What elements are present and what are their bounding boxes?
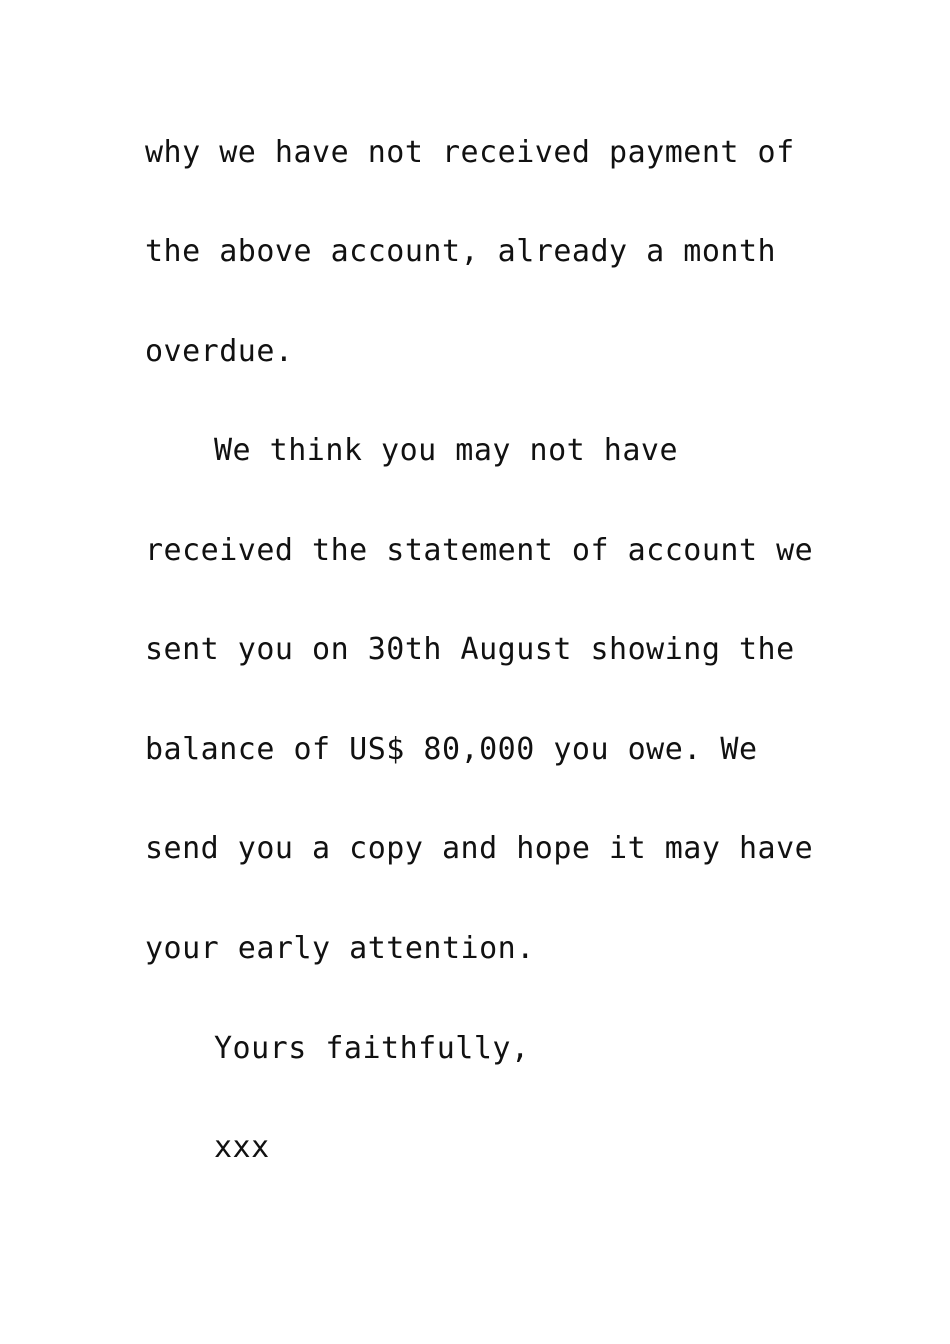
text-line: received the statement of account we (145, 533, 814, 568)
text-line: overdue. (145, 334, 294, 369)
text-line: send you a copy and hope it may have (145, 831, 814, 866)
closing-line: Yours faithfully, (214, 1031, 530, 1066)
text-line: We think you may not have (214, 433, 679, 468)
text-line: your early attention. (145, 931, 535, 966)
text-line: sent you on 30th August showing the (145, 632, 795, 667)
text-line: the above account, already a month (145, 234, 777, 269)
text-line: why we have not received payment of (145, 135, 795, 170)
text-line: balance of US$ 80,000 you owe. We (145, 732, 758, 767)
signature-line: xxx (214, 1130, 270, 1165)
